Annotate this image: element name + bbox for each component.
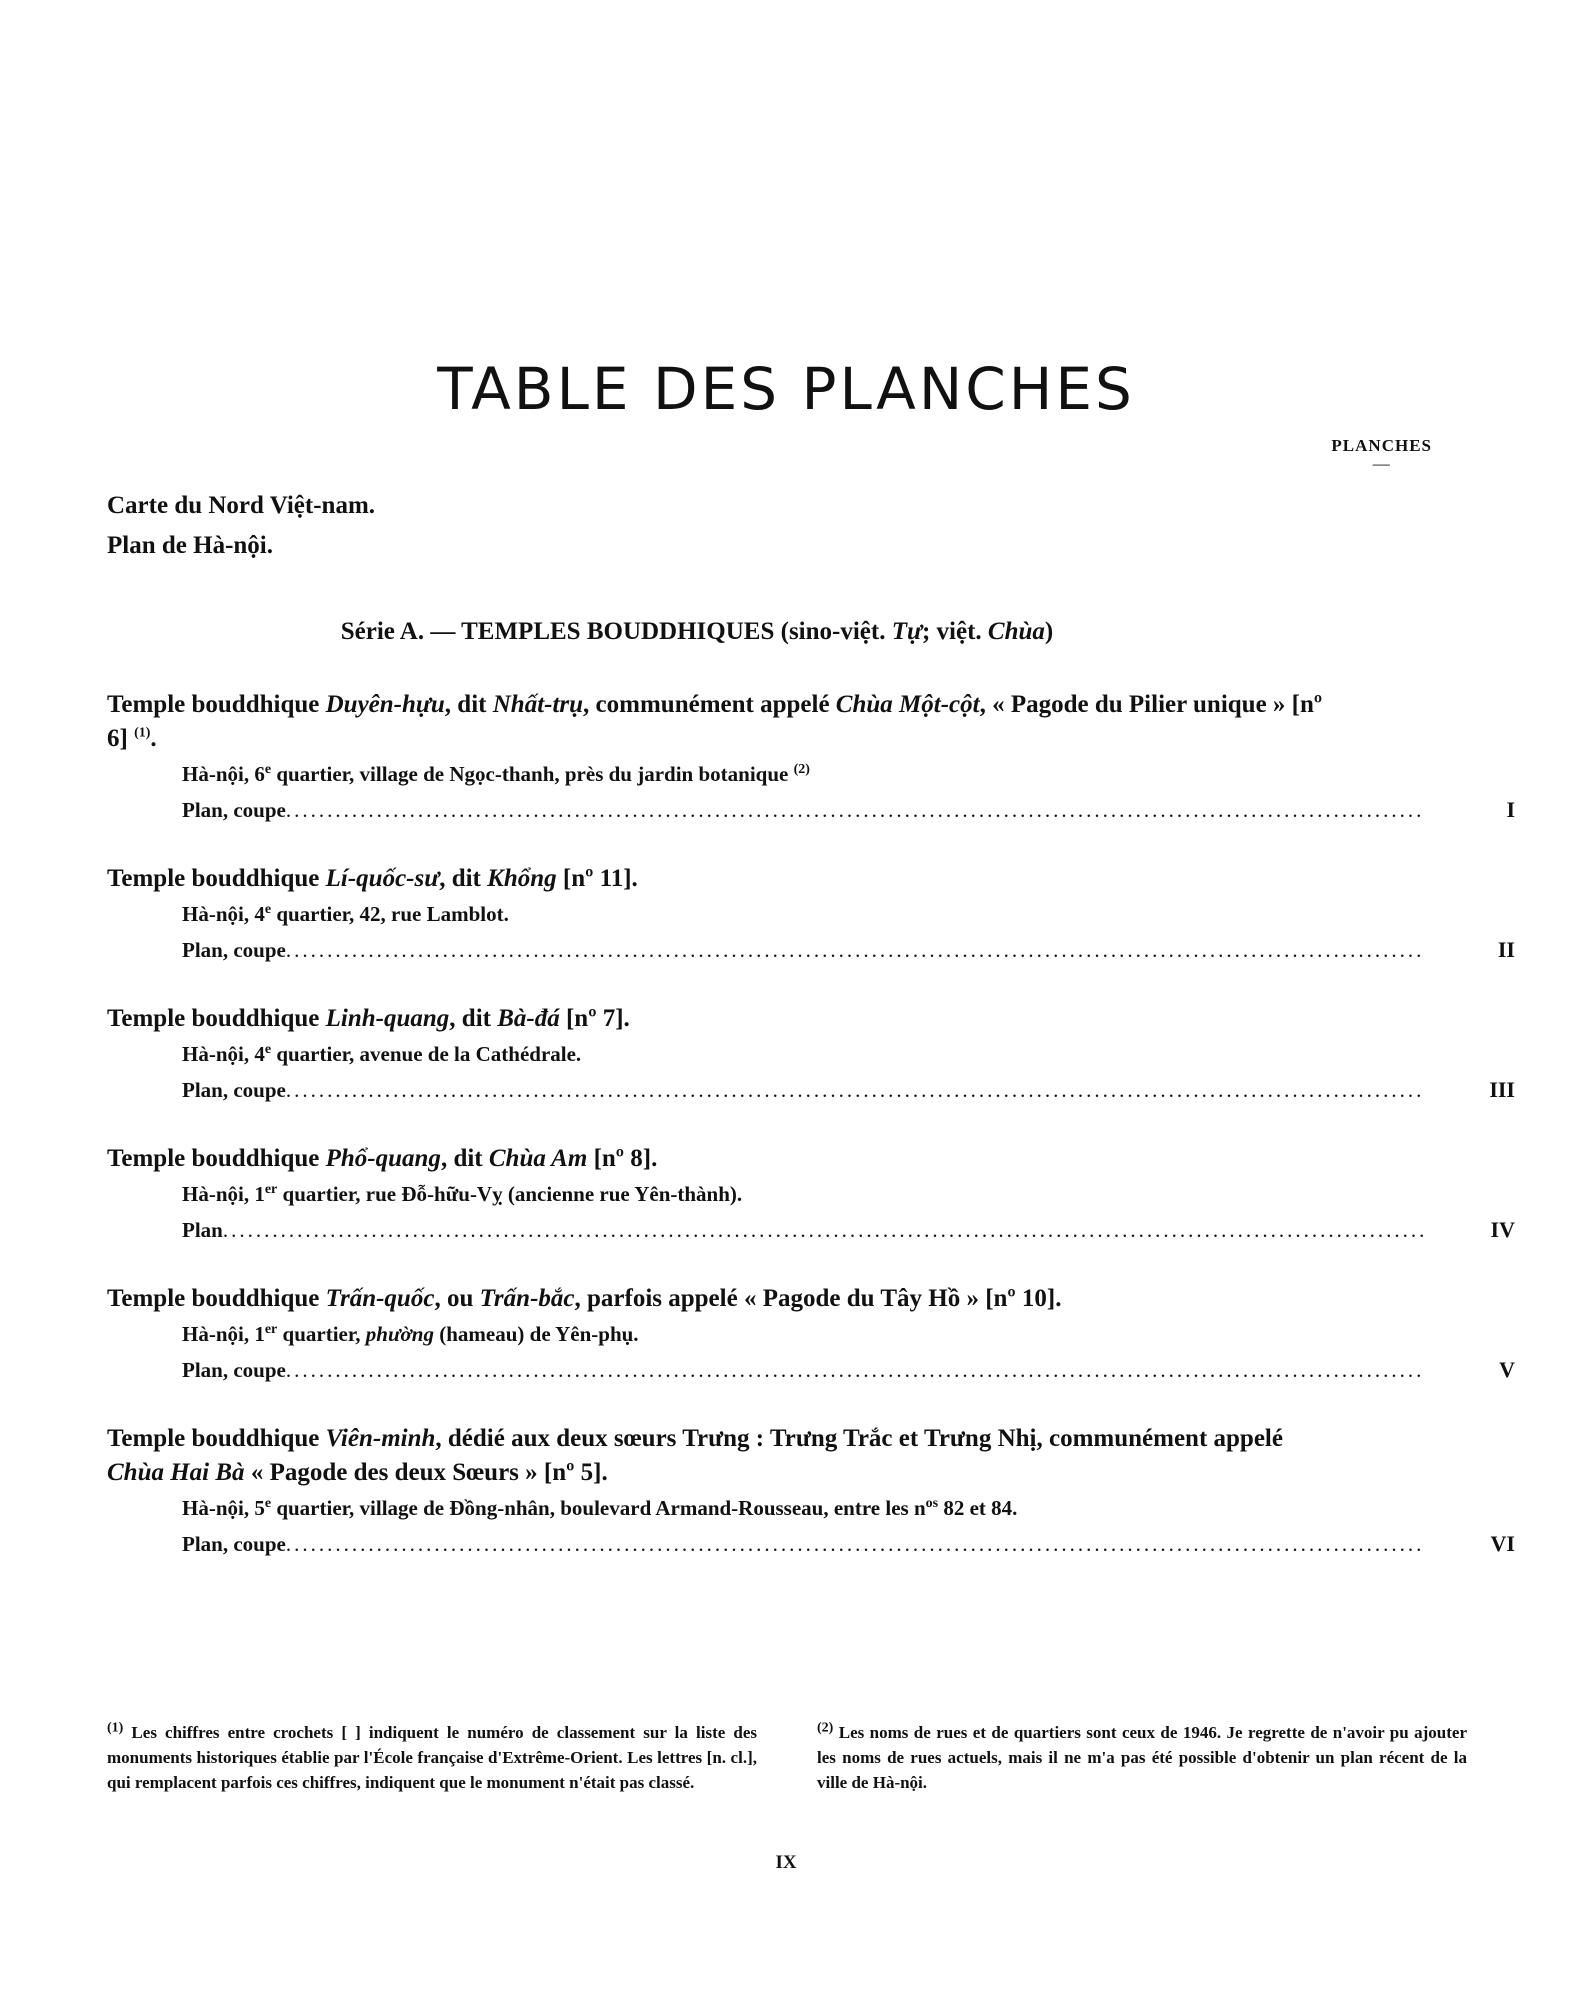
entry-title-text: , dit <box>449 1005 498 1032</box>
planches-dash: — <box>1372 454 1391 473</box>
entry-title-text: , ou <box>434 1285 480 1312</box>
ordinal-suffix: e <box>264 1042 272 1057</box>
entry-title-name: Duyên-hựu <box>325 691 445 718</box>
plan-label: Plan, coupe <box>182 798 286 822</box>
plate-number: V <box>1499 1357 1515 1382</box>
entry-title-name: Khổng <box>487 865 557 892</box>
dot-leader <box>286 1526 1425 1562</box>
entry-6 <box>107 1422 1515 1562</box>
location-text: Hà-nội, 4 <box>182 902 265 926</box>
entry-title-text: , parfois appelé « Pagode du Tây Hồ » [nº 10]. <box>574 1285 1062 1312</box>
planches-label: PLANCHES <box>1331 436 1432 455</box>
plan-label: Plan, coupe <box>182 1078 286 1102</box>
footnote-ref: (2) <box>793 762 810 777</box>
location-text: quartier, avenue de la Cathédrale. <box>271 1042 582 1066</box>
entry-title-name: Nhất-trụ <box>492 691 584 718</box>
ordinal-suffix: e <box>264 762 272 777</box>
entry-location <box>107 1036 1467 1072</box>
plan-label: Plan, coupe <box>182 938 286 962</box>
entry-title-name: Bà-đá <box>497 1005 560 1032</box>
location-text: quartier, rue Đỗ-hữu-Vỵ (ancienne rue Yên-thành). <box>277 1182 743 1206</box>
footnote-mark: (1) <box>107 1720 124 1736</box>
entry-title-text: , dit <box>439 865 488 892</box>
entry-title-text: [nº 8]. <box>587 1145 658 1172</box>
entry-location <box>107 896 1467 932</box>
ordinal-suffix: os <box>925 1496 939 1511</box>
plate-number: IV <box>1490 1217 1515 1242</box>
plate-number: I <box>1506 797 1515 822</box>
entry-title-name: Phổ-quang <box>325 1145 441 1172</box>
entry-title-name: Chùa Hai Bà <box>107 1459 245 1486</box>
entry-title-text: Temple bouddhique <box>107 1285 326 1312</box>
ordinal-suffix: e <box>264 1496 272 1511</box>
top-item-plan: Plan de Hà-nội. <box>107 532 273 559</box>
location-term: phường <box>365 1322 434 1346</box>
entry-title-name: Linh-quang <box>325 1005 450 1032</box>
footnote-text: Les chiffres entre crochets [ ] indiquent le numéro de classement sur la liste des monuments historiques établie par l'École française d'Extrême-Orient. Les lettres [n. cl.], qui remplacent parfois ces chiffres, indiquent que le monument n'était pas classé. <box>107 1723 757 1792</box>
entry-title-text: , dit <box>440 1145 489 1172</box>
plan-label: Plan, coupe <box>182 1532 286 1556</box>
entry-location <box>107 1316 1467 1352</box>
entry-title-text: Temple bouddhique <box>107 691 326 718</box>
ordinal-suffix: er <box>264 1322 278 1337</box>
entry-title-name: Chùa Am <box>488 1145 588 1172</box>
ordinal-suffix: e <box>264 902 272 917</box>
entry-title-text: . <box>150 725 157 752</box>
plan-line <box>107 1072 1515 1108</box>
dot-leader <box>286 1072 1425 1108</box>
location-text: 82 et 84. <box>938 1496 1018 1520</box>
dot-leader <box>286 1352 1425 1388</box>
entry-title-name: Trấn-bắc <box>479 1285 575 1312</box>
footnotes <box>107 1720 1467 1795</box>
entry-title-text: , dit <box>444 691 493 718</box>
location-text: quartier, village de Đồng-nhân, boulevard Armand-Rousseau, entre les n <box>271 1496 926 1520</box>
page-number: IX <box>775 1852 797 1873</box>
plate-number: VI <box>1490 1531 1515 1556</box>
footnote-mark: (2) <box>817 1720 834 1736</box>
page-title: TABLE DES PLANCHES <box>437 354 1135 423</box>
entry-title <box>107 1422 1327 1490</box>
series-term: Chùa <box>987 618 1045 645</box>
entry-title-text: [nº 7]. <box>559 1005 630 1032</box>
table-of-plates <box>107 486 1515 1596</box>
entry-title-text: Temple bouddhique <box>107 1005 326 1032</box>
location-text: (hameau) de Yên-phụ. <box>433 1322 639 1346</box>
location-text: Hà-nội, 5 <box>182 1496 265 1520</box>
entry-title-name: Chùa Một-cột <box>835 691 980 718</box>
plate-number: III <box>1489 1077 1515 1102</box>
location-text: Hà-nội, 1 <box>182 1182 265 1206</box>
entry-title-text: [nº 11]. <box>556 865 638 892</box>
series-text: Série A. — TEMPLES BOUDDHIQUES (sino-việt. <box>340 618 892 645</box>
entry-1 <box>107 688 1515 828</box>
plan-line <box>107 792 1515 828</box>
entry-title <box>107 1282 1327 1316</box>
series-text: ; việt. <box>921 618 988 645</box>
top-item-map: Carte du Nord Việt-nam. <box>107 492 376 519</box>
entry-title-name: Lí-quốc-sư <box>325 865 440 892</box>
planches-column-header <box>1331 436 1432 472</box>
location-text: quartier, 42, rue Lamblot. <box>271 902 509 926</box>
plan-label: Plan <box>182 1218 223 1242</box>
entry-title <box>107 862 1327 896</box>
location-text: Hà-nội, 6 <box>182 762 265 786</box>
dot-leader <box>286 932 1425 968</box>
location-text: quartier, <box>277 1322 366 1346</box>
location-text: Hà-nội, 4 <box>182 1042 265 1066</box>
plan-line <box>107 1352 1515 1388</box>
dot-leader <box>286 792 1425 828</box>
entry-title-text: , dédié aux deux sœurs Trưng : Trưng Trắc et Trưng Nhị, communément appelé <box>435 1425 1283 1452</box>
plan-line <box>107 1526 1515 1562</box>
footnote-2 <box>817 1720 1467 1795</box>
series-text: ) <box>1044 618 1054 645</box>
entry-5 <box>107 1282 1515 1388</box>
dot-leader <box>223 1212 1425 1248</box>
location-text: quartier, village de Ngọc-thanh, près du jardin botanique <box>271 762 794 786</box>
plate-number: II <box>1497 937 1515 962</box>
location-text: Hà-nội, 1 <box>182 1322 265 1346</box>
series-term: Tự <box>891 618 922 645</box>
plan-label: Plan, coupe <box>182 1358 286 1382</box>
ordinal-suffix: er <box>264 1182 278 1197</box>
entry-title-text: Temple bouddhique <box>107 865 326 892</box>
entry-2 <box>107 862 1515 968</box>
entry-3 <box>107 1002 1515 1108</box>
footnote-ref: (1) <box>134 725 151 741</box>
plan-line <box>107 1212 1515 1248</box>
entry-title-text: « Pagode des deux Sœurs » [nº 5]. <box>244 1459 608 1486</box>
entry-title-name: Viên-minh <box>325 1425 436 1452</box>
entry-title-text: , « Pagode du Pilier unique » [nº 6] <box>107 691 1323 752</box>
entry-title <box>107 1002 1327 1036</box>
plan-line <box>107 932 1515 968</box>
entry-title <box>107 1142 1327 1176</box>
series-title <box>147 618 1247 646</box>
entry-title-text: Temple bouddhique <box>107 1425 326 1452</box>
entry-title <box>107 688 1327 756</box>
entry-location <box>107 1490 1467 1526</box>
footnote-text: Les noms de rues et de quartiers sont ceux de 1946. Je regrette de n'avoir pu ajouter les noms de rues actuels, mais il ne m'a pas été possible d'obtenir un plan récent de la ville de Hà-nội. <box>817 1723 1467 1792</box>
entry-location <box>107 756 1467 792</box>
footnote-1 <box>107 1720 757 1795</box>
entry-4 <box>107 1142 1515 1248</box>
entry-location <box>107 1176 1467 1212</box>
entry-title-name: Trấn-quốc <box>325 1285 435 1312</box>
entry-title-text: Temple bouddhique <box>107 1145 326 1172</box>
entry-title-text: , communément appelé <box>583 691 836 718</box>
